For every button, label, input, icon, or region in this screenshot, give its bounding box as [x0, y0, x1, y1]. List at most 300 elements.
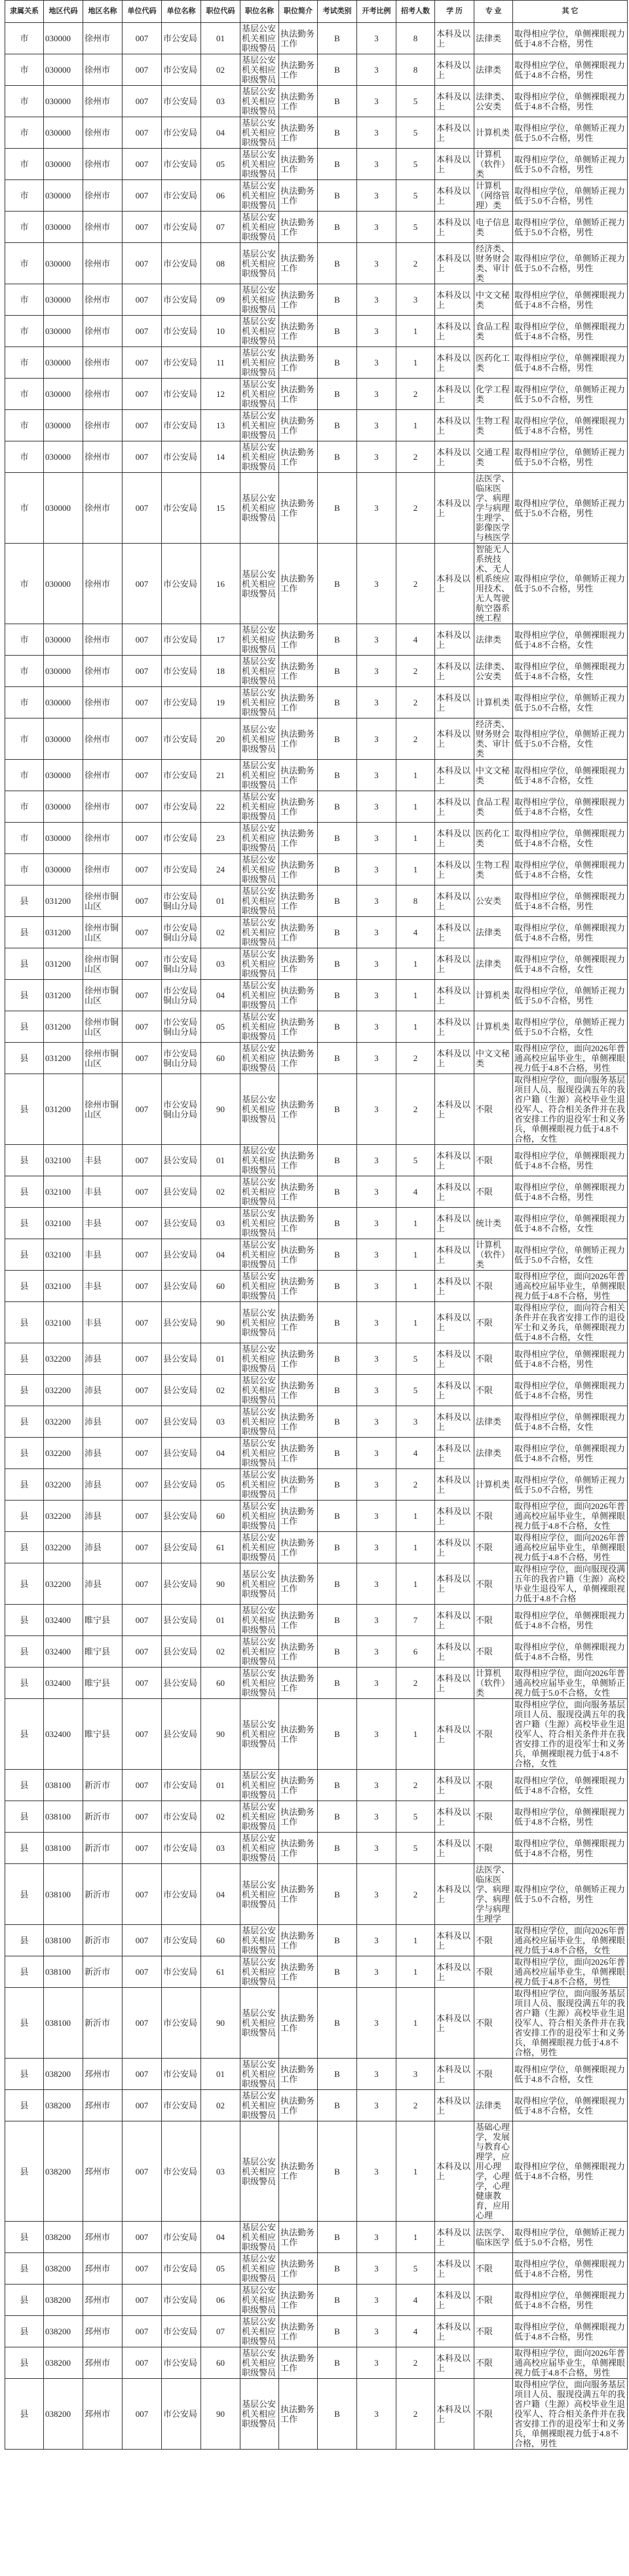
header-position-code: 职位代码 — [201, 1, 240, 23]
cell-unit-code: 007 — [123, 212, 162, 243]
cell-unit-name: 市公安局 — [162, 316, 201, 347]
cell-unit-name: 市公安局 — [162, 23, 201, 54]
cell-position-name: 基层公安机关相应职级警员 — [240, 791, 279, 823]
cell-major: 中文文秘类 — [474, 760, 513, 791]
cell-major: 法医学、临床医学、病理学、病理学与病理生理学 — [474, 1864, 513, 1925]
cell-other-requirements: 取得相应学位，单侧矫正视力低于5.0不合格，男性 — [513, 180, 628, 212]
cell-unit-name: 县公安局 — [162, 1375, 201, 1406]
cell-recruit-count: 1 — [396, 1956, 435, 1988]
cell-region-code: 038100 — [44, 1833, 83, 1864]
cell-position-name: 基层公安机关相应职级警员 — [240, 948, 279, 980]
cell-other-requirements: 取得相应学位，面向服务基层项目人员、服现役满五年的我省户籍（生源）高校毕业生退役军人、符合相关条件并在我省安排工作的退役军士和义务兵，单侧裸眼视力低于4.8不合格，女性 — [513, 1699, 628, 1770]
cell-affiliation: 市 — [5, 687, 44, 719]
cell-region-code: 038100 — [44, 1864, 83, 1925]
cell-exam-category: B — [318, 1833, 357, 1864]
cell-education: 本科及以上 — [435, 284, 474, 316]
cell-region-name: 邳州市 — [83, 2316, 123, 2347]
cell-recruit-count: 2 — [396, 687, 435, 719]
cell-position-name: 基层公安机关相应职级警员 — [240, 2379, 279, 2450]
cell-recruit-count: 2 — [396, 656, 435, 687]
cell-exam-ratio: 3 — [357, 1833, 396, 1864]
cell-position-name: 基层公安机关相应职级警员 — [240, 149, 279, 180]
cell-unit-name: 县公安局 — [162, 1563, 201, 1605]
cell-region-code: 030000 — [44, 544, 83, 624]
cell-exam-ratio: 3 — [357, 1239, 396, 1271]
cell-major: 不限 — [474, 2253, 513, 2285]
table-row — [5, 980, 628, 1011]
cell-recruit-count: 5 — [396, 1375, 435, 1406]
cell-region-name: 徐州市铜山区 — [83, 948, 123, 980]
cell-recruit-count: 5 — [396, 1145, 435, 1176]
cell-position-code: 23 — [201, 823, 240, 854]
cell-unit-name: 市公安局 — [162, 117, 201, 149]
cell-exam-category: B — [318, 1074, 357, 1145]
cell-position-code: 60 — [201, 1501, 240, 1532]
cell-exam-ratio: 3 — [357, 1801, 396, 1833]
table-row — [5, 243, 628, 284]
cell-exam-category: B — [318, 1925, 357, 1956]
cell-exam-category: B — [318, 86, 357, 117]
cell-position-name: 基层公安机关相应职级警员 — [240, 1343, 279, 1375]
cell-other-requirements: 取得相应学位，单侧裸眼视力低于4.8不合格，男性 — [513, 2121, 628, 2222]
cell-education: 本科及以上 — [435, 1636, 474, 1668]
cell-position-code: 04 — [201, 117, 240, 149]
cell-affiliation: 县 — [5, 2059, 44, 2090]
cell-recruit-count: 1 — [396, 791, 435, 823]
cell-position-summary: 执法勤务工作 — [279, 410, 318, 441]
cell-position-summary: 执法勤务工作 — [279, 23, 318, 54]
cell-exam-ratio: 3 — [357, 1699, 396, 1770]
cell-region-code: 030000 — [44, 473, 83, 544]
cell-affiliation: 市 — [5, 243, 44, 284]
header-exam-ratio: 开考比例 — [357, 1, 396, 23]
cell-unit-code: 007 — [123, 379, 162, 410]
cell-region-code: 038200 — [44, 2347, 83, 2379]
cell-unit-name: 市公安局 — [162, 760, 201, 791]
cell-exam-category: B — [318, 2316, 357, 2347]
cell-major: 经济类、财务财会类、审计类 — [474, 719, 513, 760]
cell-unit-name: 县公安局 — [162, 1438, 201, 1469]
cell-exam-category: B — [318, 54, 357, 86]
cell-unit-code: 007 — [123, 1925, 162, 1956]
cell-exam-ratio: 3 — [357, 1563, 396, 1605]
table-row — [5, 1988, 628, 2059]
cell-region-name: 徐州市 — [83, 854, 123, 886]
cell-region-code: 030000 — [44, 379, 83, 410]
cell-position-summary: 执法勤务工作 — [279, 886, 318, 917]
cell-affiliation: 县 — [5, 1239, 44, 1271]
cell-position-summary: 执法勤务工作 — [279, 180, 318, 212]
cell-exam-category: B — [318, 854, 357, 886]
table-header — [5, 1, 628, 23]
cell-position-name: 基层公安机关相应职级警员 — [240, 1956, 279, 1988]
cell-position-name: 基层公安机关相应职级警员 — [240, 1636, 279, 1668]
cell-unit-code: 007 — [123, 823, 162, 854]
cell-other-requirements: 取得相应学位，单侧裸眼视力低于4.8不合格，女性 — [513, 656, 628, 687]
cell-other-requirements: 取得相应学位，面向2026年普通高校应届毕业生，单侧裸眼视力低于4.8不合格，女性 — [513, 1501, 628, 1532]
cell-exam-category: B — [318, 760, 357, 791]
cell-education: 本科及以上 — [435, 1406, 474, 1438]
cell-unit-code: 007 — [123, 2347, 162, 2379]
cell-recruit-count: 2 — [396, 1770, 435, 1801]
cell-region-code: 032100 — [44, 1176, 83, 1208]
cell-position-code: 02 — [201, 54, 240, 86]
cell-exam-category: B — [318, 886, 357, 917]
cell-region-name: 徐州市 — [83, 544, 123, 624]
cell-position-summary: 执法勤务工作 — [279, 1469, 318, 1501]
cell-affiliation: 县 — [5, 1343, 44, 1375]
cell-exam-category: B — [318, 656, 357, 687]
table-row — [5, 1176, 628, 1208]
cell-recruit-count: 1 — [396, 1532, 435, 1563]
cell-region-code: 032200 — [44, 1532, 83, 1563]
cell-unit-code: 007 — [123, 2090, 162, 2121]
cell-unit-code: 007 — [123, 284, 162, 316]
cell-unit-code: 007 — [123, 1864, 162, 1925]
cell-recruit-count: 1 — [396, 980, 435, 1011]
cell-unit-name: 市公安局 — [162, 719, 201, 760]
cell-unit-code: 007 — [123, 1699, 162, 1770]
cell-region-name: 邳州市 — [83, 2222, 123, 2253]
cell-recruit-count: 2 — [396, 1668, 435, 1699]
cell-education: 本科及以上 — [435, 2121, 474, 2222]
cell-unit-name: 市公安局铜山分局 — [162, 948, 201, 980]
cell-unit-name: 县公安局 — [162, 1636, 201, 1668]
cell-region-code: 038200 — [44, 2285, 83, 2316]
table-row — [5, 1925, 628, 1956]
cell-position-name: 基层公安机关相应职级警员 — [240, 473, 279, 544]
cell-affiliation: 县 — [5, 1864, 44, 1925]
cell-unit-code: 007 — [123, 1956, 162, 1988]
cell-recruit-count: 1 — [396, 410, 435, 441]
cell-position-summary: 执法勤务工作 — [279, 316, 318, 347]
cell-position-name: 基层公安机关相应职级警员 — [240, 980, 279, 1011]
cell-unit-name: 市公安局 — [162, 149, 201, 180]
cell-region-name: 徐州市 — [83, 624, 123, 656]
cell-position-summary: 执法勤务工作 — [279, 117, 318, 149]
table-row — [5, 1833, 628, 1864]
cell-major: 计算机（网络管理）类 — [474, 180, 513, 212]
cell-region-code: 038200 — [44, 2121, 83, 2222]
cell-exam-ratio: 3 — [357, 243, 396, 284]
cell-exam-category: B — [318, 441, 357, 473]
cell-education: 本科及以上 — [435, 441, 474, 473]
cell-region-code: 030000 — [44, 687, 83, 719]
cell-major: 不限 — [474, 1145, 513, 1176]
cell-region-name: 丰县 — [83, 1302, 123, 1343]
cell-exam-ratio: 3 — [357, 687, 396, 719]
cell-other-requirements: 取得相应学位，面向服务基层项目人员、服现役满五年的我省户籍（生源）高校毕业生退役军人、符合相关条件并在我省安排工作的退役军士和义务兵，单侧裸眼视力低于4.8不合格，男性 — [513, 2379, 628, 2450]
cell-position-name: 基层公安机关相应职级警员 — [240, 823, 279, 854]
cell-education: 本科及以上 — [435, 1343, 474, 1375]
cell-education: 本科及以上 — [435, 1988, 474, 2059]
cell-region-code: 038200 — [44, 2379, 83, 2450]
cell-position-code: 02 — [201, 917, 240, 948]
cell-major: 公安类 — [474, 886, 513, 917]
cell-affiliation: 县 — [5, 1501, 44, 1532]
cell-unit-code: 007 — [123, 2059, 162, 2090]
cell-unit-code: 007 — [123, 1208, 162, 1239]
cell-recruit-count: 4 — [396, 624, 435, 656]
cell-region-name: 徐州市 — [83, 410, 123, 441]
cell-exam-ratio: 3 — [357, 1636, 396, 1668]
cell-major: 不限 — [474, 1501, 513, 1532]
cell-region-name: 新沂市 — [83, 1833, 123, 1864]
cell-unit-code: 007 — [123, 1501, 162, 1532]
cell-unit-name: 市公安局 — [162, 1833, 201, 1864]
cell-region-name: 睢宁县 — [83, 1699, 123, 1770]
cell-position-summary: 执法勤务工作 — [279, 1501, 318, 1532]
cell-exam-ratio: 3 — [357, 410, 396, 441]
cell-exam-category: B — [318, 347, 357, 379]
cell-position-code: 01 — [201, 23, 240, 54]
cell-unit-code: 007 — [123, 1636, 162, 1668]
cell-position-name: 基层公安机关相应职级警员 — [240, 379, 279, 410]
cell-exam-ratio: 3 — [357, 2090, 396, 2121]
cell-exam-ratio: 3 — [357, 1406, 396, 1438]
cell-position-summary: 执法勤务工作 — [279, 1302, 318, 1343]
cell-other-requirements: 取得相应学位，单侧矫正视力低于5.0不合格，女性 — [513, 719, 628, 760]
cell-recruit-count: 1 — [396, 1271, 435, 1302]
cell-position-summary: 执法勤务工作 — [279, 347, 318, 379]
cell-major: 法律类 — [474, 1438, 513, 1469]
cell-exam-ratio: 3 — [357, 379, 396, 410]
table-row — [5, 656, 628, 687]
cell-exam-ratio: 3 — [357, 1302, 396, 1343]
cell-unit-name: 市公安局 — [162, 54, 201, 86]
cell-region-code: 031200 — [44, 980, 83, 1011]
cell-other-requirements: 取得相应学位，单侧裸眼视力低于4.8不合格，男性 — [513, 1801, 628, 1833]
cell-major: 不限 — [474, 2316, 513, 2347]
cell-position-summary: 执法勤务工作 — [279, 1176, 318, 1208]
cell-unit-name: 市公安局 — [162, 823, 201, 854]
cell-education: 本科及以上 — [435, 243, 474, 284]
cell-region-name: 徐州市铜山区 — [83, 980, 123, 1011]
cell-position-summary: 执法勤务工作 — [279, 656, 318, 687]
cell-exam-category: B — [318, 980, 357, 1011]
cell-region-name: 徐州市铜山区 — [83, 1074, 123, 1145]
cell-position-name: 基层公安机关相应职级警员 — [240, 441, 279, 473]
cell-exam-category: B — [318, 316, 357, 347]
cell-region-name: 徐州市 — [83, 54, 123, 86]
cell-other-requirements: 取得相应学位，单侧裸眼视力低于4.8不合格，男性 — [513, 23, 628, 54]
cell-position-summary: 执法勤务工作 — [279, 1668, 318, 1699]
cell-position-code: 06 — [201, 2285, 240, 2316]
cell-major: 法律类、公安类 — [474, 86, 513, 117]
cell-unit-code: 007 — [123, 1833, 162, 1864]
cell-exam-category: B — [318, 1956, 357, 1988]
cell-unit-name: 市公安局 — [162, 624, 201, 656]
cell-affiliation: 市 — [5, 410, 44, 441]
cell-major: 不限 — [474, 2347, 513, 2379]
cell-education: 本科及以上 — [435, 2253, 474, 2285]
cell-exam-category: B — [318, 1302, 357, 1343]
cell-position-code: 24 — [201, 854, 240, 886]
cell-exam-category: B — [318, 791, 357, 823]
cell-region-name: 丰县 — [83, 1145, 123, 1176]
cell-exam-ratio: 3 — [357, 1988, 396, 2059]
cell-affiliation: 县 — [5, 2121, 44, 2222]
cell-position-summary: 执法勤务工作 — [279, 1563, 318, 1605]
table-row — [5, 624, 628, 656]
cell-region-name: 邳州市 — [83, 2379, 123, 2450]
cell-recruit-count: 2 — [396, 544, 435, 624]
cell-position-name: 基层公安机关相应职级警员 — [240, 54, 279, 86]
cell-position-summary: 执法勤务工作 — [279, 2059, 318, 2090]
cell-education: 本科及以上 — [435, 2090, 474, 2121]
cell-unit-code: 007 — [123, 1271, 162, 1302]
cell-region-code: 032400 — [44, 1636, 83, 1668]
cell-major: 不限 — [474, 1699, 513, 1770]
cell-unit-code: 007 — [123, 1469, 162, 1501]
cell-exam-ratio: 3 — [357, 624, 396, 656]
cell-position-code: 02 — [201, 2090, 240, 2121]
cell-major: 不限 — [474, 1956, 513, 1988]
cell-region-name: 徐州市 — [83, 212, 123, 243]
cell-region-name: 徐州市 — [83, 117, 123, 149]
table-row — [5, 117, 628, 149]
cell-other-requirements: 取得相应学位，单侧裸眼视力低于4.8不合格，男性 — [513, 2316, 628, 2347]
cell-affiliation: 县 — [5, 2379, 44, 2450]
cell-position-name: 基层公安机关相应职级警员 — [240, 410, 279, 441]
cell-position-summary: 执法勤务工作 — [279, 212, 318, 243]
cell-affiliation: 县 — [5, 1833, 44, 1864]
cell-affiliation: 市 — [5, 54, 44, 86]
cell-education: 本科及以上 — [435, 1770, 474, 1801]
table-row — [5, 719, 628, 760]
cell-region-code: 030000 — [44, 180, 83, 212]
cell-position-name: 基层公安机关相应职级警员 — [240, 1145, 279, 1176]
cell-recruit-count: 8 — [396, 886, 435, 917]
cell-position-summary: 执法勤务工作 — [279, 1043, 318, 1074]
cell-education: 本科及以上 — [435, 980, 474, 1011]
cell-position-code: 01 — [201, 1145, 240, 1176]
cell-exam-category: B — [318, 2090, 357, 2121]
cell-other-requirements: 取得相应学位，单侧矫正视力低于5.0不合格，男性 — [513, 1469, 628, 1501]
cell-other-requirements: 取得相应学位，面向服务基层项目人员、服现役满五年的我省户籍（生源）高校毕业生退役军人、符合相关条件并在我省安排工作的退役军士和义务兵，单侧裸眼视力低于4.8不合格，男性 — [513, 1988, 628, 2059]
cell-position-code: 16 — [201, 544, 240, 624]
cell-recruit-count: 3 — [396, 284, 435, 316]
cell-exam-ratio: 3 — [357, 1343, 396, 1375]
cell-position-code: 60 — [201, 2347, 240, 2379]
cell-affiliation: 市 — [5, 719, 44, 760]
table-row — [5, 886, 628, 917]
cell-major: 计算机类 — [474, 687, 513, 719]
cell-region-name: 新沂市 — [83, 1801, 123, 1833]
cell-position-summary: 执法勤务工作 — [279, 2347, 318, 2379]
cell-unit-code: 007 — [123, 2285, 162, 2316]
cell-exam-category: B — [318, 1532, 357, 1563]
cell-major: 不限 — [474, 1636, 513, 1668]
table-row — [5, 1271, 628, 1302]
cell-education: 本科及以上 — [435, 886, 474, 917]
cell-exam-ratio: 3 — [357, 1925, 396, 1956]
cell-region-name: 徐州市铜山区 — [83, 886, 123, 917]
cell-unit-name: 县公安局 — [162, 1699, 201, 1770]
cell-affiliation: 县 — [5, 1636, 44, 1668]
cell-exam-ratio: 3 — [357, 2121, 396, 2222]
cell-region-code: 031200 — [44, 1043, 83, 1074]
cell-position-code: 22 — [201, 791, 240, 823]
cell-position-name: 基层公安机关相应职级警员 — [240, 2347, 279, 2379]
cell-recruit-count: 5 — [396, 86, 435, 117]
cell-region-name: 徐州市 — [83, 284, 123, 316]
cell-affiliation: 县 — [5, 980, 44, 1011]
cell-region-code: 030000 — [44, 719, 83, 760]
cell-affiliation: 市 — [5, 86, 44, 117]
cell-recruit-count: 2 — [396, 1074, 435, 1145]
cell-position-summary: 执法勤务工作 — [279, 1271, 318, 1302]
cell-exam-ratio: 3 — [357, 1605, 396, 1636]
cell-unit-code: 007 — [123, 1406, 162, 1438]
cell-other-requirements: 取得相应学位，面向2026年普通高校应届毕业生，单侧裸眼视力低于4.8不合格，男性 — [513, 2347, 628, 2379]
table-row — [5, 687, 628, 719]
cell-position-name: 基层公安机关相应职级警员 — [240, 760, 279, 791]
cell-region-name: 徐州市 — [83, 719, 123, 760]
table-row — [5, 379, 628, 410]
cell-affiliation: 县 — [5, 1988, 44, 2059]
cell-exam-category: B — [318, 1563, 357, 1605]
recruitment-table — [5, 0, 628, 2450]
cell-region-name: 邳州市 — [83, 2253, 123, 2285]
cell-affiliation: 县 — [5, 2347, 44, 2379]
cell-position-code: 17 — [201, 624, 240, 656]
cell-major: 中文文秘类 — [474, 1043, 513, 1074]
cell-other-requirements: 取得相应学位，面向2026年普通高校应届毕业生，单侧裸眼视力低于4.8不合格，男性 — [513, 1956, 628, 1988]
cell-unit-name: 市公安局 — [162, 180, 201, 212]
cell-region-code: 031200 — [44, 1074, 83, 1145]
cell-unit-code: 007 — [123, 2379, 162, 2450]
cell-affiliation: 市 — [5, 379, 44, 410]
cell-region-code: 032200 — [44, 1438, 83, 1469]
cell-education: 本科及以上 — [435, 1605, 474, 1636]
cell-exam-ratio: 3 — [357, 1074, 396, 1145]
cell-education: 本科及以上 — [435, 2222, 474, 2253]
cell-affiliation: 市 — [5, 149, 44, 180]
cell-major: 食品工程类 — [474, 316, 513, 347]
cell-education: 本科及以上 — [435, 212, 474, 243]
cell-recruit-count: 1 — [396, 760, 435, 791]
cell-region-code: 032400 — [44, 1668, 83, 1699]
cell-major: 计算机类 — [474, 1011, 513, 1043]
cell-region-code: 038100 — [44, 1801, 83, 1833]
table-row — [5, 347, 628, 379]
cell-exam-ratio: 3 — [357, 1176, 396, 1208]
cell-recruit-count: 7 — [396, 1605, 435, 1636]
cell-position-code: 90 — [201, 1699, 240, 1770]
cell-recruit-count: 2 — [396, 719, 435, 760]
cell-region-name: 丰县 — [83, 1208, 123, 1239]
cell-unit-code: 007 — [123, 656, 162, 687]
cell-position-summary: 执法勤务工作 — [279, 1239, 318, 1271]
cell-position-code: 10 — [201, 316, 240, 347]
cell-major: 计算机（软件）类 — [474, 149, 513, 180]
cell-unit-name: 市公安局 — [162, 544, 201, 624]
cell-other-requirements: 取得相应学位，单侧矫正视力低于5.0不合格，男性 — [513, 2222, 628, 2253]
cell-position-summary: 执法勤务工作 — [279, 54, 318, 86]
cell-unit-code: 007 — [123, 624, 162, 656]
cell-region-name: 徐州市 — [83, 687, 123, 719]
cell-position-summary: 执法勤务工作 — [279, 1636, 318, 1668]
cell-unit-code: 007 — [123, 948, 162, 980]
cell-region-code: 032200 — [44, 1406, 83, 1438]
cell-exam-ratio: 3 — [357, 980, 396, 1011]
cell-unit-name: 县公安局 — [162, 1668, 201, 1699]
cell-exam-category: B — [318, 1770, 357, 1801]
cell-position-name: 基层公安机关相应职级警员 — [240, 243, 279, 284]
cell-position-summary: 执法勤务工作 — [279, 2316, 318, 2347]
cell-exam-ratio: 3 — [357, 2253, 396, 2285]
